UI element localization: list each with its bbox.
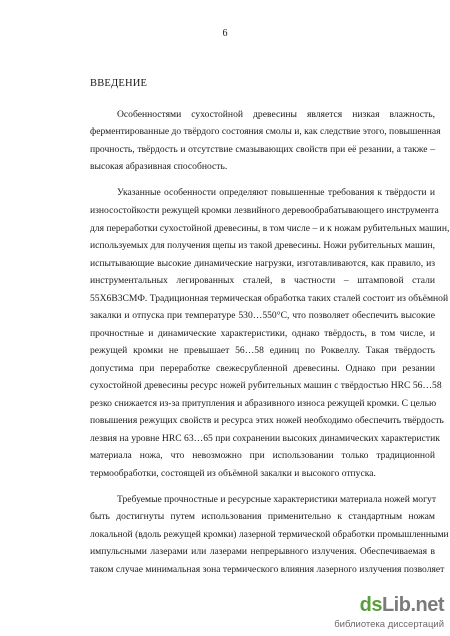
text-line: прочностные и динамические характеристики, однако твёрдость, в том числе, и <box>90 328 435 339</box>
dslib-logo <box>360 594 444 617</box>
text-line: повышения режущих свойств и ресурса этих ножей необходимо обеспечить твёрдость <box>90 415 444 426</box>
text-line: лезвия на уровне HRC 63…65 при сохранении высоких динамических характеристик <box>90 433 440 444</box>
text-line: испытывающие высокие динамические нагрузки, изготавливаются, как правило, из <box>90 258 435 269</box>
text-line: прочность, твёрдость и отсутствие смазывающих свойств при её резании, а также – <box>90 144 435 155</box>
text-line: закалки и отпуска при температуре 530…550°С, что позволяет обеспечить высокие <box>90 310 435 321</box>
logo-lib-text: Lib.net <box>381 594 444 616</box>
text-line: Указанные особенности определяют повышенные требования к твёрдости и <box>117 187 435 198</box>
text-line: Требуемые прочностные и ресурсные характеристики материала ножей могут <box>117 494 437 505</box>
text-line: быть достигнуты путем использования применительно к стандартным ножам <box>90 511 435 522</box>
text-line: термообработки, состоящей из объёмной закалки и высокого отпуска. <box>90 468 376 479</box>
text-line: износостойкости режущей кромки лезвийного деревообрабатывающего инструмента <box>90 205 439 216</box>
page-number: 6 <box>222 28 228 39</box>
text-line: инструментальных легированных сталей, в частности – штамповой стали <box>90 275 435 286</box>
text-line: Особенностями сухостойной древесины является низкая влажность, <box>117 109 435 120</box>
text-line: материала ножа, что невозможно при использовании только традиционной <box>90 450 435 461</box>
text-line: импульсными лазерами или лазерами непрерывного излучения. Обеспечиваемая в <box>90 546 435 557</box>
logo-ds-text: ds <box>359 594 382 616</box>
text-line: таком случае минимальная зона термического влияния лазерного излучения позволяет <box>90 564 445 575</box>
text-line: ферментированные до твёрдого состояния смолы и, как следствие этого, повышенная <box>90 126 441 137</box>
text-line: допустима при переработке свежесрубленной древесины. Однако при резании <box>90 363 435 374</box>
text-line: резко снижается из-за притупления и абразивного износа режущей кромки. С целью <box>90 398 437 409</box>
text-line: режущей кромки не превышает 56…58 единиц по Роквеллу. Такая твёрдость <box>90 345 435 356</box>
text-line: 55Х6В3СМФ. Традиционная термическая обработка таких сталей состоит из объёмной <box>90 293 449 304</box>
watermark-subtitle: библиотека диссертаций <box>334 619 444 630</box>
text-line: используемых для получения щепы из такой древесины. Ножи рубительных машин, <box>90 240 436 251</box>
watermark-logo[interactable] <box>334 594 450 636</box>
text-line: для переработки сухостойной древесины, в том числе – и к ножам рубительных машин, <box>90 223 450 234</box>
text-line: локальной (вдоль режущей кромки) лазерной термической обработки промышленными <box>90 529 449 540</box>
text-line: сухостойной древесины ресурс ножей рубительных машин с твёрдостью HRC 56…58 <box>90 380 442 391</box>
section-heading: ВВЕДЕНИЕ <box>90 78 148 89</box>
text-line: высокая абразивная способность. <box>90 161 228 172</box>
